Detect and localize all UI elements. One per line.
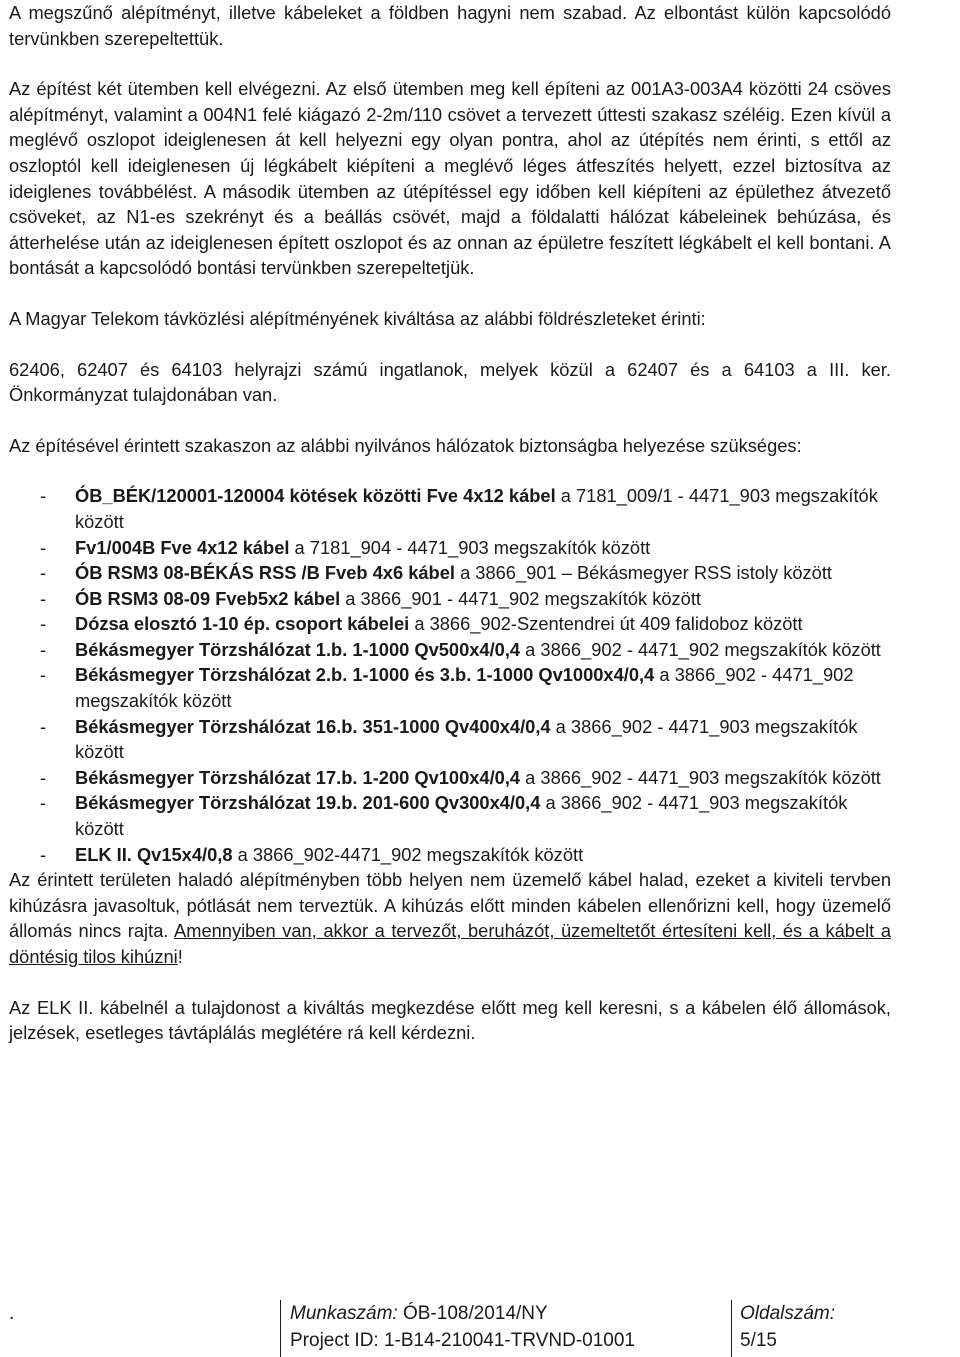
document-body xyxy=(9,0,891,1046)
paragraph-demolition-note: A megszűnő alépítményt, illetve kábeleket a földben hagyni nem szabad. Az elbontást külön kapcsolódó tervünkben szerepeltettük. xyxy=(9,2,891,49)
phase-two-text: Ezen kívül a meglévő oszlopot ideiglenesen át kell helyezni egy olyan pontra, ahol az útépítés nem érinti, s ettől az oszloptól kell ideiglenesen új légkábelt kiépíteni a meglévő léges átfeszítés helyett, ezzel biztosítva az ideiglenes továbbélést. A második ütemben az útépítéssel egy időben kell kiépíteni az épülethez átvezető csöveket, az N1-es szekrényt és a beállás csövét, majd a földalatti hálózat kábeleinek behúzása, és átterhelése után az ideiglenesen épített oszlopot és az onnan az épületre feszített légkábelt el kell bontani. A bontását a kapcsolódó bontási tervünkben szerepeltetjük. xyxy=(9,103,891,279)
paragraph-elk-owner: Az ELK II. kábelnél a tulajdonost a kiváltás megkezdése előtt meg kell keresni, s a kábelen élő állomások, jelzések, esetleges távtáplálás meglétére rá kell kérdezni. xyxy=(9,996,891,1044)
paragraph-construction-phases xyxy=(9,76,891,281)
list-item xyxy=(9,790,891,841)
footer-divider xyxy=(280,1300,281,1357)
paragraph-land-parcels-intro: A Magyar Telekom távközlési alépítményének kiváltása az alábbi földrészleteket érinti: xyxy=(9,307,706,329)
cable-location: a 7181_904 - 4471_903 megszakítók között xyxy=(289,536,651,558)
cable-list-primary xyxy=(9,483,891,611)
cable-name: ÓB_BÉK/120001-120004 kötések közötti Fve 4x12 kábel xyxy=(75,485,556,507)
cable-location: a 3866_902-Szentendrei út 409 falidoboz között xyxy=(409,613,803,635)
warning-underlined: Amennyiben van, akkor a tervezőt, beruházót, üzemeltetőt értesíteni kell, és a kábelt a döntésig tilos kihúzni xyxy=(9,920,891,967)
cable-location: a 3866_902 - 4471_902 megszakítók között xyxy=(75,664,854,712)
list-item xyxy=(9,637,891,663)
cable-name: ELK II. Qv15x4/0,8 xyxy=(75,843,233,865)
cable-name: Fv1/004B Fve 4x12 kábel xyxy=(75,536,290,558)
phase-one-text: Az építést két ütemben kell elvégezni. Az első ütemben meg kell építeni az 001A3-003A4 közötti 24 csöves alépítményt, valamint a 004N1 felé kiágazó 2-2m/110 csövet a tervezett úttesti szakasz széléig. xyxy=(9,78,891,125)
project-id: Project ID: 1-B14-210041-TRVND-01001 xyxy=(290,1330,635,1351)
page-number-label: Oldalszám: xyxy=(740,1303,836,1324)
work-number-label: Munkaszám: xyxy=(290,1303,398,1324)
cable-list-secondary xyxy=(9,611,891,867)
work-number-value: ÓB-108/2014/NY xyxy=(397,1303,548,1324)
paragraph-unused-cables xyxy=(9,867,891,969)
cable-location: a 3866_902-4471_902 megszakítók között xyxy=(232,843,584,865)
page-footer xyxy=(0,1300,960,1357)
cable-location: a 3866_902 - 4471_903 megszakítók között xyxy=(520,766,881,788)
cable-name: Békásmegyer Törzshálózat 17.b. 1-200 Qv100x4/0,4 xyxy=(75,766,521,788)
cable-name: ÓB RSM3 08-09 Fveb5x2 kábel xyxy=(75,587,341,609)
cable-name: Békásmegyer Törzshálózat 2.b. 1-1000 és 3.b. 1-1000 Qv1000x4/0,4 xyxy=(75,664,655,686)
footer-page-block xyxy=(740,1300,835,1354)
cable-name: Békásmegyer Törzshálózat 1.b. 1-1000 Qv500x4/0,4 xyxy=(75,638,521,660)
cable-name: ÓB RSM3 08-BÉKÁS RSS /B Fveb 4x6 kábel xyxy=(75,562,455,584)
warning-end: ! xyxy=(177,946,183,967)
cable-location: a 3866_902 - 4471_903 megszakítók között xyxy=(75,792,848,840)
cable-location: a 3866_901 - 4471_902 megszakítók között xyxy=(340,587,701,609)
work-number xyxy=(290,1300,635,1327)
paragraph-networks-intro: Az építésével érintett szakaszon az alábbi nyilvános hálózatok biztonságba helyezése szükséges: xyxy=(9,434,802,456)
list-item xyxy=(9,714,891,765)
list-item xyxy=(9,483,891,534)
paragraph-land-parcels: 62406, 62407 és 64103 helyrajzi számú ingatlanok, melyek közül a 62407 és a 64103 a III. ker. Önkormányzat tulajdonában van. xyxy=(9,358,891,406)
cable-location: a 7181_009/1 - 4471_903 megszakítók között xyxy=(75,485,878,532)
list-item xyxy=(9,535,891,561)
unused-cables-text: Az érintett területen haladó alépítményben több helyen nem üzemelő kábel halad, ezeket a kiviteli tervben kihúzásra javasoltuk, pótlását nem terveztük. A kihúzás előtt minden kábelen ellenőrizni kell, hogy üzemelő állomás nincs rajta. xyxy=(9,869,891,942)
footer-divider xyxy=(731,1300,732,1357)
cable-location: a 3866_901 – Békásmegyer RSS istoly között xyxy=(454,562,832,584)
cable-location: a 3866_902 - 4471_903 megszakítók között xyxy=(75,715,858,763)
cable-name: Dózsa elosztó 1-10 ép. csoport kábelei xyxy=(75,613,410,635)
list-item xyxy=(9,842,891,868)
list-item xyxy=(9,662,891,713)
list-item xyxy=(9,611,891,637)
page-number-value: 5/15 xyxy=(740,1330,777,1351)
list-item xyxy=(9,586,891,612)
cable-name: Békásmegyer Törzshálózat 19.b. 201-600 Qv300x4/0,4 xyxy=(75,792,541,814)
list-item xyxy=(9,765,891,791)
list-item xyxy=(9,560,891,586)
cable-location: a 3866_902 - 4471_902 megszakítók között xyxy=(520,638,881,660)
footer-dot: . xyxy=(9,1303,15,1324)
cable-name: Békásmegyer Törzshálózat 16.b. 351-1000 Qv400x4/0,4 xyxy=(75,715,551,737)
footer-project-block xyxy=(290,1300,635,1354)
